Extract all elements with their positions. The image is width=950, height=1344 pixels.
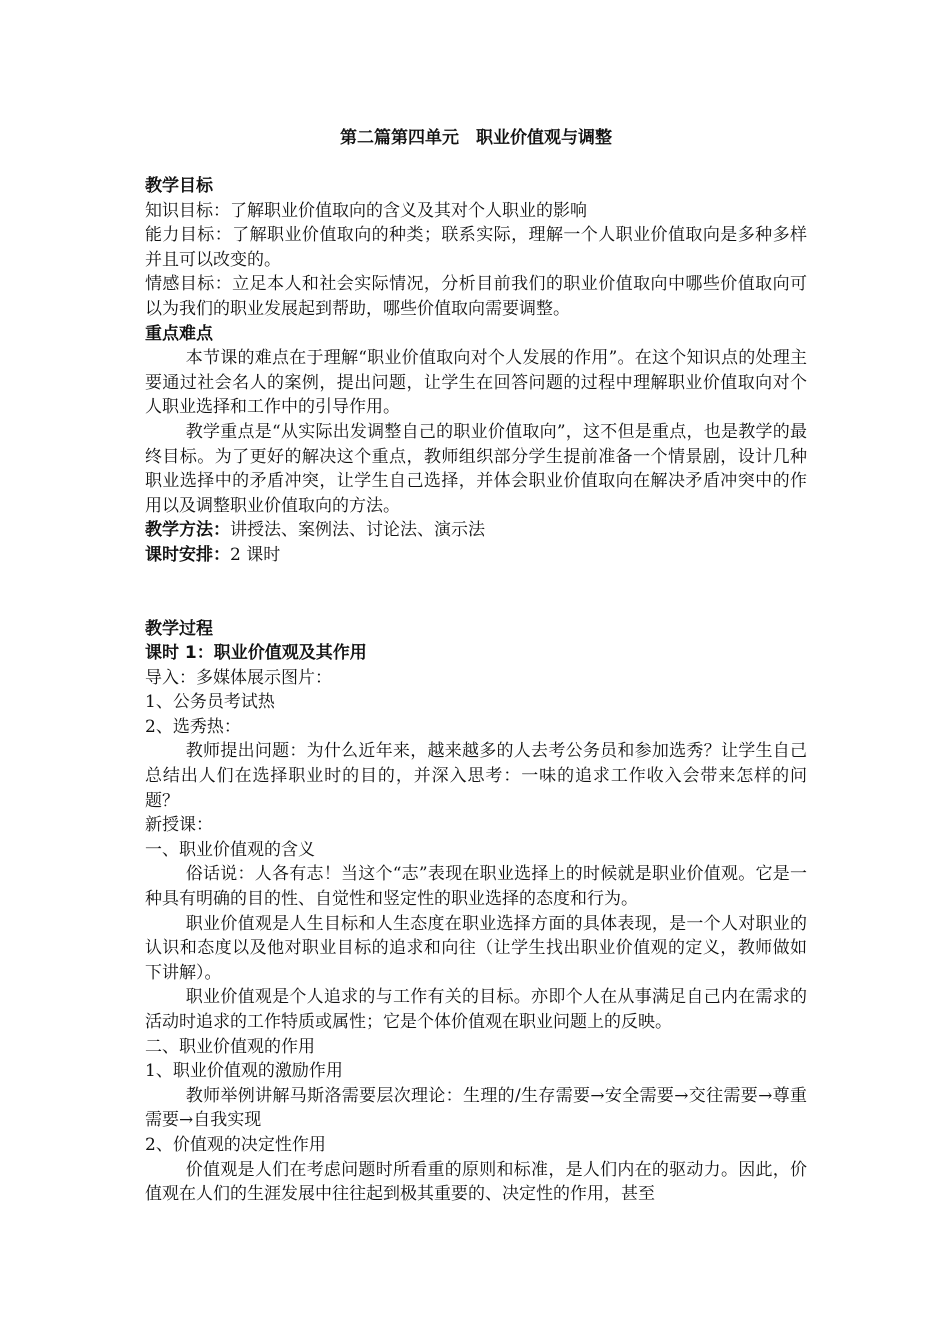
section-1-paragraph-3: 职业价值观是个人追求的与工作有关的目标。亦即个人在从事满足自己内在需求的活动时追求的工作特质或属性；它是个体价值观在职业问题上的反映。 [145,987,807,1032]
schedule-line [145,543,807,568]
schedule-label: 课时安排： [145,544,230,565]
section-2-2-heading: 2、价值观的决定性作用 [145,1134,326,1155]
key-points-paragraph-1: 本节课的难点在于理解“职业价值取向对个人发展的作用”。在这个知识点的处理主要通过社会名人的案例，提出问题，让学生在回答问题的过程中理解职业价值取向对个人职业选择和工作中的引导作用。 [145,348,807,418]
goal-knowledge: 知识目标：了解职业价值取向的含义及其对个人职业的影响 [145,200,587,221]
methods-value: 讲授法、案例法、讨论法、演示法 [230,520,485,541]
schedule-value: 2 课时 [230,544,281,565]
process-heading: 教学过程 [145,618,213,639]
section-2-1-paragraph: 教师举例讲解马斯洛需要层次理论：生理的/生存需要→安全需要→交往需要→尊重需要→自我实现 [145,1085,807,1131]
new-lesson-label: 新授课： [145,815,213,836]
document-title: 第二篇第四单元 职业价值观与调整 [340,128,612,148]
section-2-1-heading: 1、职业价值观的激励作用 [145,1061,343,1082]
section-2-heading: 二、职业价值观的作用 [145,1036,315,1057]
lesson-1-heading: 课时 1：职业价值观及其作用 [145,643,367,664]
intro-item-2: 2、选秀热： [145,716,241,737]
intro-item-1: 1、公务员考试热 [145,692,275,713]
methods-line [145,518,807,543]
section-1-paragraph-1: 俗话说：人各有志！当这个“志”表现在职业选择上的时候就是职业价值观。它是一种具有明确的目的性、自觉性和竖定性的职业选择的态度和行为。 [145,864,807,910]
teacher-question: 教师提出问题：为什么近年来，越来越多的人去考公务员和参加选秀？让学生自己总结出人们在选择职业时的目的，并深入思考：一味的追求工作收入会带来怎样的问题？ [145,741,807,811]
methods-label: 教学方法： [145,520,230,541]
goals-heading: 教学目标 [145,176,213,196]
section-1-heading: 一、职业价值观的含义 [145,839,315,860]
document-page [145,124,807,1207]
goal-emotion: 情感目标：立足本人和社会实际情况，分析目前我们的职业价值取向中哪些价值取向可以为我们的职业发展起到帮助，哪些价值取向需要调整。 [145,274,807,319]
goal-ability: 能力目标：了解职业价值取向的种类；联系实际，理解一个人职业价值取向是多种多样并且可以改变的。 [145,225,807,270]
intro-line: 导入：多媒体展示图片： [145,667,332,688]
spacer [145,568,807,617]
section-2-2-paragraph: 价值观是人们在考虑问题时所看重的原则和标准，是人们内在的驱动力。因此，价值观在人们的生涯发展中往往起到极其重要的、决定性的作用，甚至 [145,1159,807,1205]
section-1-paragraph-2: 职业价值观是人生目标和人生态度在职业选择方面的具体表现，是一个人对职业的认识和态度以及他对职业目标的追求和向往（让学生找出职业价值观的定义，教师做如下讲解）。 [145,913,807,983]
key-points-heading: 重点难点 [145,323,213,344]
key-points-paragraph-2: 教学重点是“从实际出发调整自己的职业价值取向”，这不但是重点，也是教学的最终目标。为了更好的解决这个重点，教师组织部分学生提前准备一个情景剧，设计几种职业选择中的矛盾冲突，让学生自己选择，并体会职业价值取向在解决矛盾冲突中的作用以及调整职业价值取向的方法。 [145,421,807,516]
